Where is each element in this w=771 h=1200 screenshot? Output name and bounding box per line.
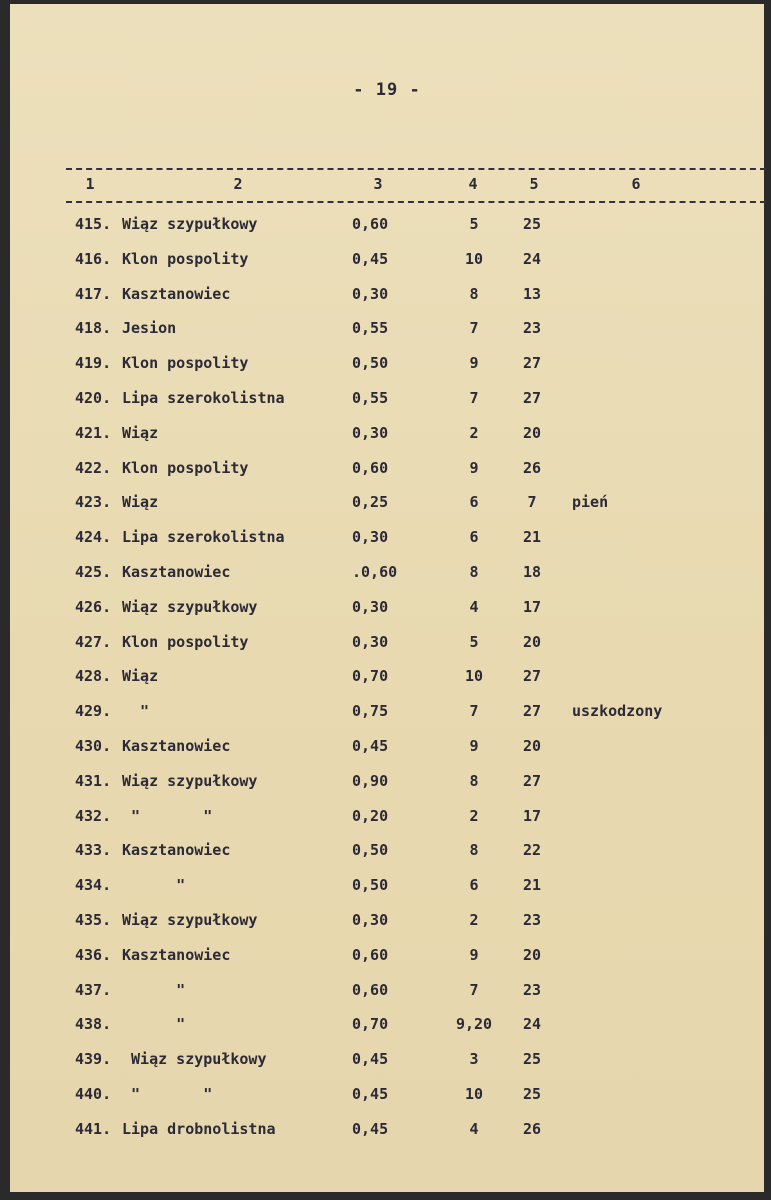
tree-height: 5 <box>469 632 479 651</box>
table-row <box>10 458 764 488</box>
table-row <box>10 249 764 279</box>
tree-species: Kasztanowiec <box>122 945 231 964</box>
tree-age: 22 <box>522 841 542 860</box>
tree-height: 7 <box>469 980 479 999</box>
trunk-diameter: 0,45 <box>352 249 389 268</box>
row-number: 426. <box>75 597 112 616</box>
trunk-diameter: 0,25 <box>352 493 389 512</box>
row-number: 420. <box>75 389 112 407</box>
tree-species: Wiąz szypułkowy <box>122 771 258 790</box>
trunk-diameter: 0,30 <box>352 597 389 616</box>
trunk-diameter: 0,55 <box>352 319 389 338</box>
table-row <box>10 875 764 905</box>
tree-age: 27 <box>522 667 542 686</box>
tree-age: 20 <box>522 945 542 964</box>
row-number: 440. <box>75 1085 112 1103</box>
column-header-5: 5 <box>529 175 539 193</box>
trunk-diameter: 0,75 <box>352 702 389 721</box>
tree-species: " <box>122 876 186 895</box>
table-row <box>10 910 764 940</box>
trunk-diameter: 0,45 <box>352 1085 389 1103</box>
tree-height: 10 <box>464 1085 484 1103</box>
tree-species: Wiąz <box>122 667 159 686</box>
row-number: 429. <box>75 702 112 721</box>
row-number: 415. <box>75 215 112 233</box>
table-row <box>10 388 764 418</box>
tree-species: Klon pospolity <box>122 354 249 373</box>
trunk-diameter: 0,30 <box>352 911 389 929</box>
trunk-diameter: 0,30 <box>352 284 389 303</box>
table-header-rule <box>66 201 766 203</box>
tree-species: " <box>122 980 186 999</box>
table-row <box>10 945 764 975</box>
tree-age: 21 <box>522 876 542 895</box>
tree-note: uszkodzony <box>572 702 663 721</box>
tree-height: 3 <box>469 1050 479 1069</box>
trunk-diameter: 0,30 <box>352 632 389 651</box>
tree-species: Klon pospolity <box>122 632 249 651</box>
tree-species: Wiąz szypułkowy <box>122 911 258 929</box>
tree-height: 6 <box>469 528 479 547</box>
tree-height: 2 <box>469 911 479 929</box>
row-number: 431. <box>75 771 112 790</box>
tree-species: Kasztanowiec <box>122 841 231 860</box>
tree-species: Wiąz szypułkowy <box>122 1050 267 1069</box>
tree-age: 18 <box>522 563 542 581</box>
row-number: 438. <box>75 1015 112 1034</box>
tree-height: 9 <box>469 737 479 755</box>
tree-height: 6 <box>469 876 479 895</box>
row-number: 432. <box>75 806 112 825</box>
row-number: 428. <box>75 667 112 686</box>
tree-age: 20 <box>522 632 542 651</box>
tree-species: Kasztanowiec <box>122 284 231 303</box>
tree-age: 23 <box>522 319 542 338</box>
tree-height: 7 <box>469 702 479 721</box>
row-number: 427. <box>75 632 112 651</box>
row-number: 421. <box>75 423 112 442</box>
row-number: 419. <box>75 354 112 373</box>
trunk-diameter: 0,45 <box>352 1119 389 1138</box>
row-number: 436. <box>75 945 112 964</box>
tree-height: 8 <box>469 771 479 790</box>
tree-species: Lipa drobnolistna <box>122 1119 276 1138</box>
tree-height: 4 <box>469 1119 479 1138</box>
trunk-diameter: 0,60 <box>352 980 389 999</box>
table-row <box>10 806 764 836</box>
tree-height: 10 <box>464 667 484 686</box>
row-number: 418. <box>75 319 112 338</box>
trunk-diameter: 0,30 <box>352 528 389 547</box>
tree-species: Klon pospolity <box>122 249 249 268</box>
trunk-diameter: 0,70 <box>352 1015 389 1034</box>
table-row <box>10 1014 764 1044</box>
trunk-diameter: 0,45 <box>352 737 389 755</box>
trunk-diameter: 0,55 <box>352 389 389 407</box>
trunk-diameter: 0,30 <box>352 423 389 442</box>
tree-species: Lipa szerokolistna <box>122 389 285 407</box>
tree-height: 5 <box>469 215 479 233</box>
trunk-diameter: 0,20 <box>352 806 389 825</box>
tree-age: 24 <box>522 249 542 268</box>
tree-age: 25 <box>522 1050 542 1069</box>
row-number: 422. <box>75 458 112 477</box>
table-row <box>10 840 764 870</box>
tree-age: 21 <box>522 528 542 547</box>
table-row <box>10 736 764 766</box>
tree-height: 9 <box>469 354 479 373</box>
tree-species: Kasztanowiec <box>122 563 231 581</box>
tree-height: 9 <box>469 945 479 964</box>
trunk-diameter: 0,50 <box>352 876 389 895</box>
table-row <box>10 666 764 696</box>
tree-height: 8 <box>469 841 479 860</box>
trunk-diameter: 0,70 <box>352 667 389 686</box>
tree-species: Wiąz szypułkowy <box>122 597 258 616</box>
column-header-3: 3 <box>373 175 383 193</box>
tree-height: 8 <box>469 284 479 303</box>
tree-age: 27 <box>522 771 542 790</box>
table-row <box>10 284 764 314</box>
column-header-1: 1 <box>85 175 95 193</box>
tree-age: 20 <box>522 737 542 755</box>
row-number: 423. <box>75 493 112 512</box>
tree-age: 17 <box>522 806 542 825</box>
tree-height: 8 <box>469 563 479 581</box>
tree-height: 2 <box>469 806 479 825</box>
tree-age: 27 <box>522 354 542 373</box>
table-row <box>10 527 764 557</box>
table-top-rule <box>66 168 766 170</box>
tree-age: 25 <box>522 215 542 233</box>
trunk-diameter: .0,60 <box>352 563 398 581</box>
row-number: 416. <box>75 249 112 268</box>
tree-species: Wiąz szypułkowy <box>122 215 258 233</box>
column-header-6: 6 <box>631 175 641 193</box>
tree-species: Kasztanowiec <box>122 737 231 755</box>
tree-age: 24 <box>522 1015 542 1034</box>
table-row <box>10 632 764 662</box>
row-number: 441. <box>75 1119 112 1138</box>
tree-species: Jesion <box>122 319 177 338</box>
table-row <box>10 597 764 627</box>
trunk-diameter: 0,60 <box>352 458 389 477</box>
tree-species: " <box>122 1015 186 1034</box>
trunk-diameter: 0,50 <box>352 354 389 373</box>
tree-species: Klon pospolity <box>122 458 249 477</box>
row-number: 424. <box>75 528 112 547</box>
trunk-diameter: 0,50 <box>352 841 389 860</box>
tree-age: 25 <box>522 1085 542 1103</box>
tree-height: 9 <box>469 458 479 477</box>
tree-age: 20 <box>522 423 542 442</box>
row-number: 434. <box>75 876 112 895</box>
tree-species: " <box>122 702 150 721</box>
table-row <box>10 1119 764 1149</box>
tree-species: " " <box>122 806 213 825</box>
tree-age: 13 <box>522 284 542 303</box>
table-row <box>10 701 764 731</box>
table-row <box>10 980 764 1010</box>
table-row <box>10 423 764 453</box>
row-number: 435. <box>75 911 112 929</box>
trunk-diameter: 0,60 <box>352 215 389 233</box>
row-number: 425. <box>75 563 112 581</box>
tree-height: 4 <box>469 597 479 616</box>
table-row <box>10 214 764 244</box>
tree-height: 6 <box>469 493 479 512</box>
tree-height: 2 <box>469 423 479 442</box>
tree-age: 26 <box>522 458 542 477</box>
table-row <box>10 353 764 383</box>
tree-age: 23 <box>522 911 542 929</box>
tree-species: Wiąz <box>122 423 159 442</box>
row-number: 437. <box>75 980 112 999</box>
table-row <box>10 492 764 522</box>
row-number: 430. <box>75 737 112 755</box>
document-page <box>10 4 764 1192</box>
table-row <box>10 1049 764 1079</box>
table-row <box>10 562 764 592</box>
column-header-2: 2 <box>233 175 243 193</box>
table-row <box>10 1084 764 1114</box>
tree-species: Wiąz <box>122 493 159 512</box>
table-row <box>10 771 764 801</box>
tree-note: pień <box>572 493 609 512</box>
row-number: 433. <box>75 841 112 860</box>
row-number: 417. <box>75 284 112 303</box>
table-header <box>10 174 764 196</box>
tree-height: 10 <box>464 249 484 268</box>
tree-height: 7 <box>469 319 479 338</box>
trunk-diameter: 0,45 <box>352 1050 389 1069</box>
tree-age: 23 <box>522 980 542 999</box>
tree-age: 17 <box>522 597 542 616</box>
tree-height: 9,20 <box>455 1015 493 1034</box>
tree-species: Lipa szerokolistna <box>122 528 285 547</box>
tree-species: " " <box>122 1085 213 1103</box>
page-number: - 19 - <box>353 80 421 100</box>
column-header-4: 4 <box>468 175 478 193</box>
row-number: 439. <box>75 1050 112 1069</box>
tree-age: 26 <box>522 1119 542 1138</box>
tree-height: 7 <box>469 389 479 407</box>
table-row <box>10 318 764 348</box>
trunk-diameter: 0,60 <box>352 945 389 964</box>
tree-age: 27 <box>522 702 542 721</box>
tree-age: 27 <box>522 389 542 407</box>
tree-age: 7 <box>527 493 537 512</box>
trunk-diameter: 0,90 <box>352 771 389 790</box>
